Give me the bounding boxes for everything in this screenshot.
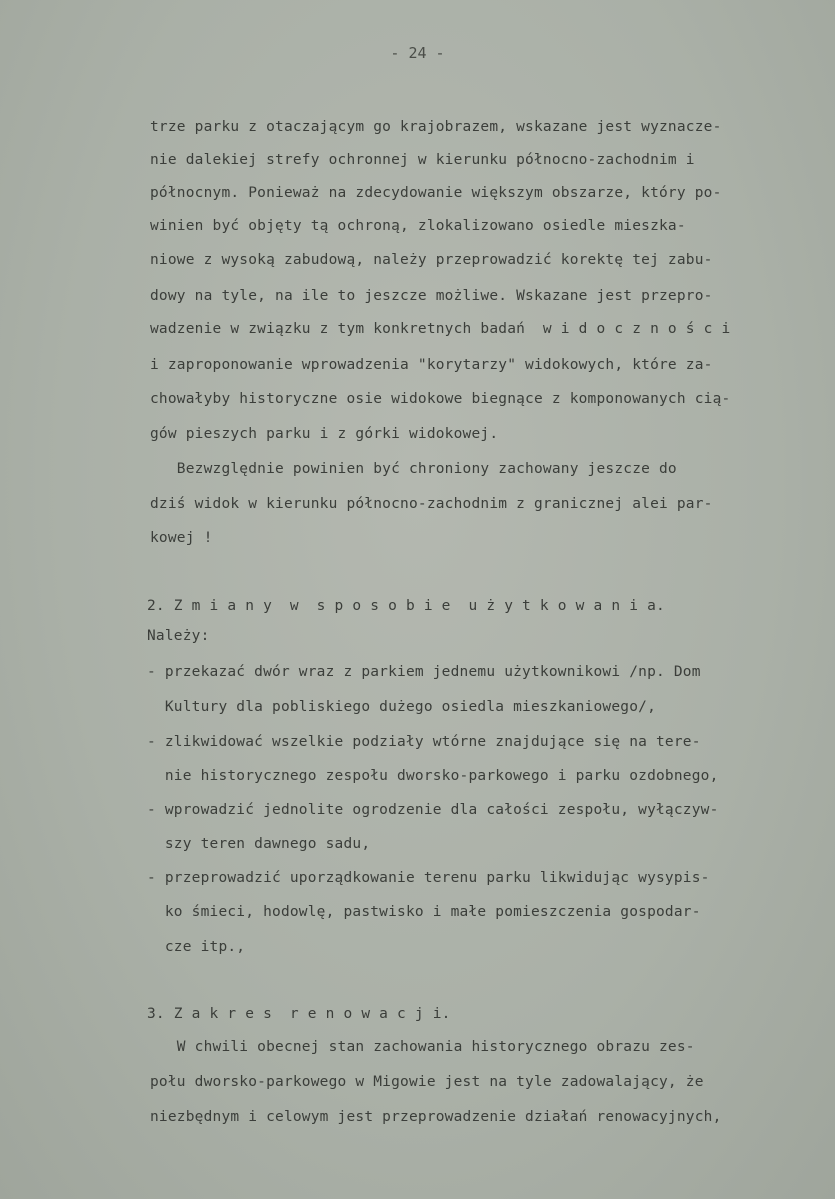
text-line: i zaproponowanie wprowadzenia "korytarzy" widokowych, które za- (150, 357, 713, 373)
text-line: niowe z wysoką zabudową, należy przeprowadzić korektę tej zabu- (150, 252, 713, 268)
text-line: Należy: (147, 628, 210, 644)
text-line: kowej ! (150, 530, 213, 546)
list-item: - przekazać dwór wraz z parkiem jednemu użytkownikowi /np. Dom (147, 664, 701, 680)
section-heading: 3. Z a k r e s r e n o w a c j i. (147, 1006, 451, 1022)
list-item: nie historycznego zespołu dworsko-parkowego i parku ozdobnego, (147, 768, 719, 784)
page-number: - 24 - (390, 44, 445, 62)
list-item: - przeprowadzić uporządkowanie terenu parku likwidując wysypis- (147, 870, 710, 886)
text-line: chowałyby historyczne osie widokowe biegnące z komponowanych cią- (150, 391, 731, 407)
list-item: - zlikwidować wszelkie podziały wtórne znajdujące się na tere- (147, 734, 701, 750)
text-line: Bezwzględnie powinien być chroniony zachowany jeszcze do (150, 461, 677, 477)
text-line: wadzenie w związku z tym konkretnych badań w i d o c z n o ś c i (150, 321, 731, 337)
text-line: połu dworsko-parkowego w Migowie jest na tyle zadowalający, że (150, 1074, 704, 1090)
list-item: - wprowadzić jednolite ogrodzenie dla całości zespołu, wyłączyw- (147, 802, 719, 818)
text-line: W chwili obecnej stan zachowania historycznego obrazu zes- (150, 1039, 695, 1055)
text-line: północnym. Ponieważ na zdecydowanie większym obszarze, który po- (150, 185, 722, 201)
text-line: gów pieszych parku i z górki widokowej. (150, 426, 499, 442)
text-line: trze parku z otaczającym go krajobrazem, wskazane jest wyznacze- (150, 119, 722, 135)
text-line: niezbędnym i celowym jest przeprowadzenie działań renowacyjnych, (150, 1109, 722, 1125)
list-item: szy teren dawnego sadu, (147, 836, 371, 852)
list-item: Kultury dla pobliskiego dużego osiedla mieszkaniowego/, (147, 699, 656, 715)
list-item: ko śmieci, hodowlę, pastwisko i małe pomieszczenia gospodar- (147, 904, 701, 920)
text-line: dowy na tyle, na ile to jeszcze możliwe. Wskazane jest przepro- (150, 288, 713, 304)
text-line: dziś widok w kierunku północno-zachodnim z granicznej alei par- (150, 496, 713, 512)
text-line: nie dalekiej strefy ochronnej w kierunku północno-zachodnim i (150, 152, 695, 168)
list-item: cze itp., (147, 939, 246, 955)
section-heading: 2. Z m i a n y w s p o s o b i e u ż y t k o w a n i a. (147, 598, 665, 614)
text-line: winien być objęty tą ochroną, zlokalizowano osiedle mieszka- (150, 218, 686, 234)
